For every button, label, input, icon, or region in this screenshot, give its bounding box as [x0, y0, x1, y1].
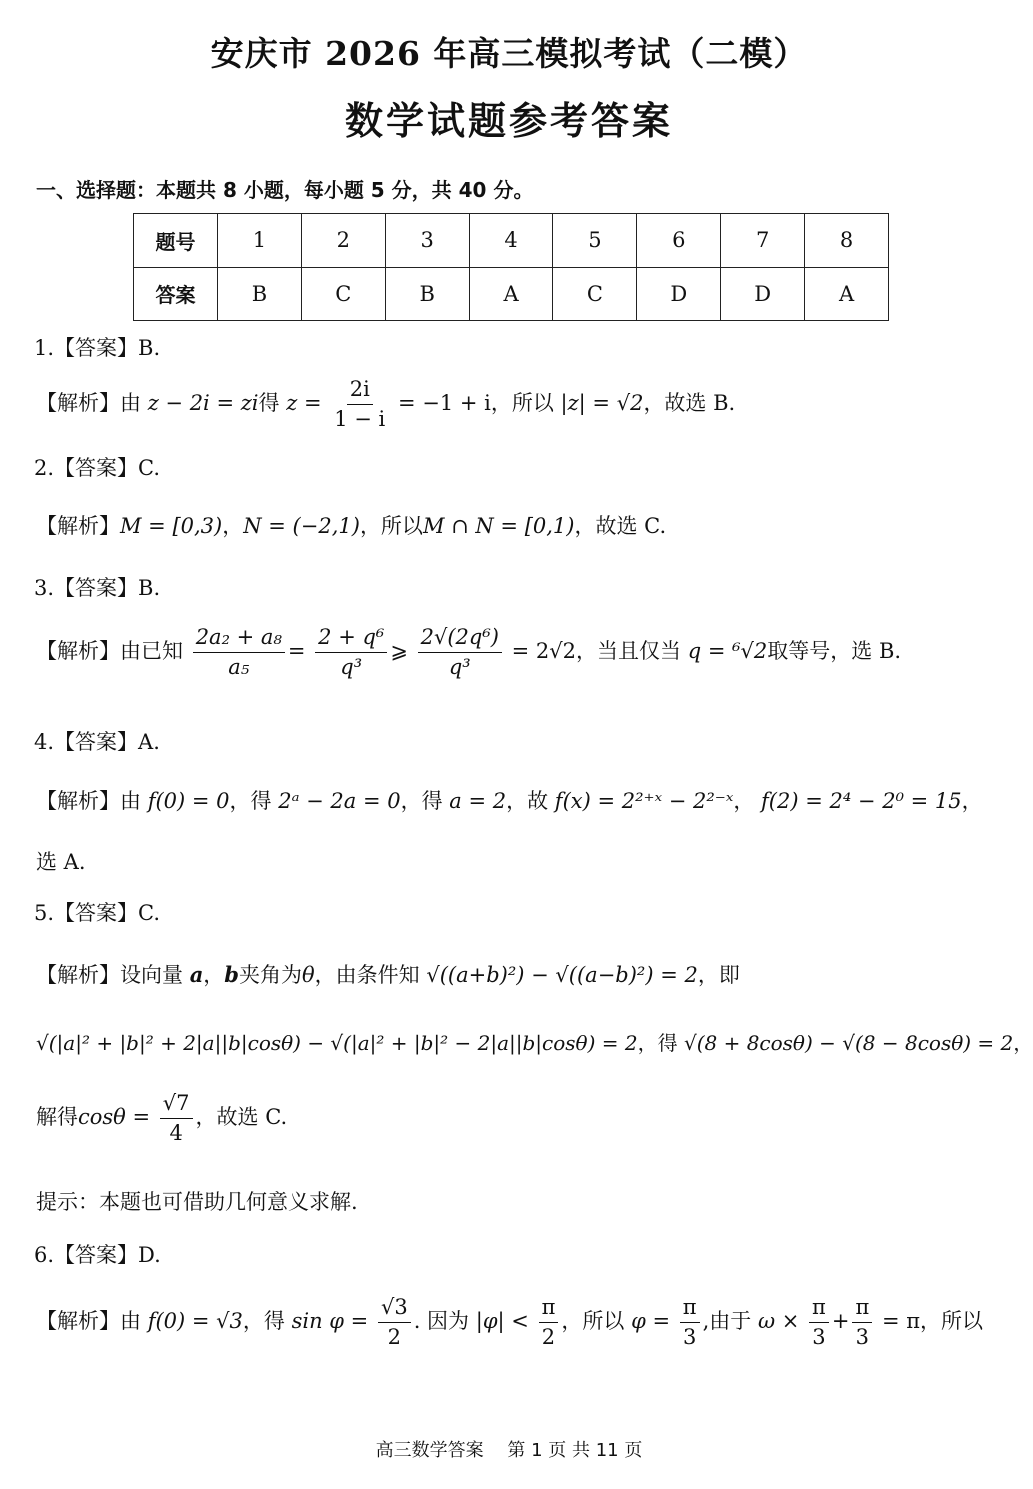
text: ，所以 [920, 1309, 984, 1334]
table-cell: C [553, 267, 637, 321]
numerator: 2a₂ + a₈ [193, 626, 285, 653]
denominator: q³ [340, 655, 363, 680]
analysis-tag: 【解析】 [36, 789, 120, 813]
text: ，当且仅当 [576, 639, 682, 664]
q5-hint: 提示：本题也可借助几何意义求解. [36, 1190, 358, 1214]
q5-analysis-line1 [36, 959, 740, 989]
table-cell: 6 [637, 214, 721, 268]
math: sin φ = [291, 1309, 369, 1334]
math: √(|a|² + |b|² + 2|a||b|cosθ) − √(|a|² + |b|² − 2|a||b|cosθ) = 2 [36, 1031, 638, 1055]
text: 得 [258, 391, 280, 416]
math: z − 2i = zi [147, 391, 259, 416]
numerator: π [852, 1296, 872, 1323]
table-cell: 1 [218, 214, 302, 268]
page-title: 安庆市 2026 年高三模拟考试（二模） [210, 34, 808, 73]
section-heading: 一、选择题：本题共 8 小题，每小题 5 分，共 40 分。 [36, 178, 534, 202]
numerator: 2√(2q⁶) [418, 626, 502, 653]
denominator: 1 − i [334, 407, 386, 432]
fraction [315, 626, 387, 679]
numerator: √3 [378, 1296, 411, 1323]
q6-analysis [36, 1296, 983, 1349]
math: = 2√2 [511, 639, 577, 664]
text: ， [733, 789, 755, 813]
table-cell: D [637, 267, 721, 321]
analysis-tag: 【解析】 [36, 391, 120, 416]
q6-answer: 6.【答案】D. [34, 1243, 161, 1267]
numerator: π [809, 1296, 829, 1323]
text: ，得 [242, 1309, 285, 1334]
fraction [539, 1296, 559, 1349]
table-cell: 2 [301, 214, 385, 268]
fraction [331, 378, 388, 431]
math: ω × [757, 1309, 800, 1334]
math: φ = [631, 1309, 671, 1334]
q3-answer: 3.【答案】B. [34, 576, 161, 600]
math: θ [301, 963, 315, 987]
text: ，得 [637, 1031, 678, 1055]
math: |z| = √2 [560, 391, 644, 416]
fraction [378, 1296, 411, 1349]
math: = π [881, 1309, 921, 1334]
text: ,由于 [702, 1309, 752, 1334]
table-cell: 7 [721, 214, 805, 268]
numerator: π [680, 1296, 700, 1323]
table-header-cell: 题号 [134, 214, 218, 268]
q5-answer: 5.【答案】C. [34, 901, 161, 925]
q5-analysis-line2 [36, 1027, 1033, 1056]
page-subtitle: 数学试题参考答案 [344, 98, 673, 143]
q4-answer: 4.【答案】A. [34, 730, 160, 754]
math: f(0) = 0 [147, 789, 230, 813]
q1-analysis [36, 378, 735, 431]
text: ，故选 C. [195, 1105, 288, 1130]
denominator: 3 [855, 1325, 870, 1350]
q3-analysis: 【解析】由已知 $\frac{\text{2a₂ + a₈}}{\text{a₅}}$ = $\frac{\text{2 + q⁶}}{\text{q³}}$ ⩾ $\frac{\text{2√(2q⁶)}}{\text{q³}}$ = 2√2，当且仅当 q = ⁶√2取等号，选 B. [36, 625, 902, 680]
math: q = ⁶√2 [687, 639, 768, 664]
math: a = 2 [449, 789, 507, 813]
denominator: q³ [448, 655, 471, 680]
table-cell: 5 [553, 214, 637, 268]
denominator: 4 [169, 1121, 183, 1146]
q5-analysis-line3 [36, 1092, 287, 1145]
table-row-answers [134, 267, 889, 321]
text: 夹角为 [238, 963, 302, 987]
text: 由 [120, 1309, 141, 1334]
math: 2ᵃ − 2a = 0 [278, 789, 401, 813]
text: ，即 [697, 963, 740, 987]
q2-analysis [36, 510, 666, 540]
analysis-tag: 【解析】 [36, 514, 120, 538]
fraction [160, 1092, 193, 1145]
text: ，故选 B. [643, 391, 736, 416]
table-cell: B [218, 267, 302, 321]
math: b [224, 962, 239, 987]
answer-table [133, 213, 889, 321]
page-footer: 高三数学答案 第 1 页 共 11 页 [375, 1440, 643, 1461]
table-cell: A [469, 267, 553, 321]
analysis-tag: 【解析】 [36, 639, 120, 664]
text: ，故选 C. [574, 514, 667, 538]
table-cell: C [301, 267, 385, 321]
math: M = [0,3) [120, 514, 223, 538]
math: + [831, 1309, 850, 1334]
table-cell: B [385, 267, 469, 321]
fraction [809, 1296, 829, 1349]
text: 由 [120, 789, 141, 813]
denominator: 2 [387, 1325, 402, 1350]
q2-answer: 2.【答案】C. [34, 456, 161, 480]
text: 由 [120, 391, 141, 416]
text: ， [222, 514, 244, 538]
q4-tail: 选 A. [36, 850, 86, 874]
analysis-tag: 【解析】 [36, 1309, 120, 1334]
numerator: π [539, 1296, 559, 1323]
table-cell: 3 [385, 214, 469, 268]
math: N = (−2,1) [243, 514, 360, 538]
table-row-numbers [134, 214, 889, 268]
table-cell: 8 [805, 214, 889, 268]
fraction [852, 1296, 872, 1349]
text: ， [961, 789, 983, 813]
math: cosθ = [78, 1105, 151, 1130]
table-header-cell: 答案 [134, 267, 218, 321]
math: |φ| < [475, 1309, 529, 1334]
math: z = [286, 391, 322, 416]
fraction [418, 626, 502, 679]
text: ，故 [506, 789, 549, 813]
text: 由已知 [120, 639, 183, 664]
numerator: 2i [347, 378, 373, 405]
fraction [680, 1296, 700, 1349]
denominator: a₅ [228, 655, 250, 680]
math: a [189, 962, 204, 987]
denominator: 3 [682, 1325, 697, 1350]
q1-answer: 1.【答案】B. [34, 336, 161, 360]
math: = −1 + i [397, 391, 491, 416]
text: ，得 [400, 789, 443, 813]
math: M ∩ N = [0,1) [422, 514, 575, 538]
analysis-tag: 【解析】 [36, 963, 120, 987]
table-cell: 4 [469, 214, 553, 268]
text: 解得 [36, 1105, 78, 1130]
text: ，由条件知 [314, 963, 420, 987]
text: ，得 [229, 789, 272, 813]
math: √(8 + 8cosθ) − √(8 − 8cosθ) = 2 [683, 1031, 1014, 1055]
text: ， [1013, 1031, 1033, 1055]
q4-analysis [36, 785, 983, 815]
math: f(0) = √3 [147, 1309, 243, 1334]
denominator: 3 [812, 1325, 826, 1350]
numerator: √7 [160, 1092, 193, 1119]
denominator: 2 [541, 1325, 556, 1350]
text: 取等号，选 B. [767, 639, 902, 664]
text: ， [203, 963, 225, 987]
table-cell: D [721, 267, 805, 321]
numerator: 2 + q⁶ [315, 626, 387, 653]
text: 设向量 [120, 963, 183, 987]
text: ，所以 [561, 1309, 625, 1334]
math: f(x) = 2²⁺ˣ − 2²⁻ˣ [554, 789, 734, 813]
table-cell: A [805, 267, 889, 321]
fraction [193, 626, 285, 679]
text: . 因为 [413, 1309, 470, 1334]
text: ，所以 [490, 391, 554, 416]
text: ，所以 [359, 514, 423, 538]
math: √((a+b)²) − √((a−b)²) = 2 [426, 963, 698, 987]
math: f(2) = 2⁴ − 2⁰ = 15 [761, 789, 962, 813]
